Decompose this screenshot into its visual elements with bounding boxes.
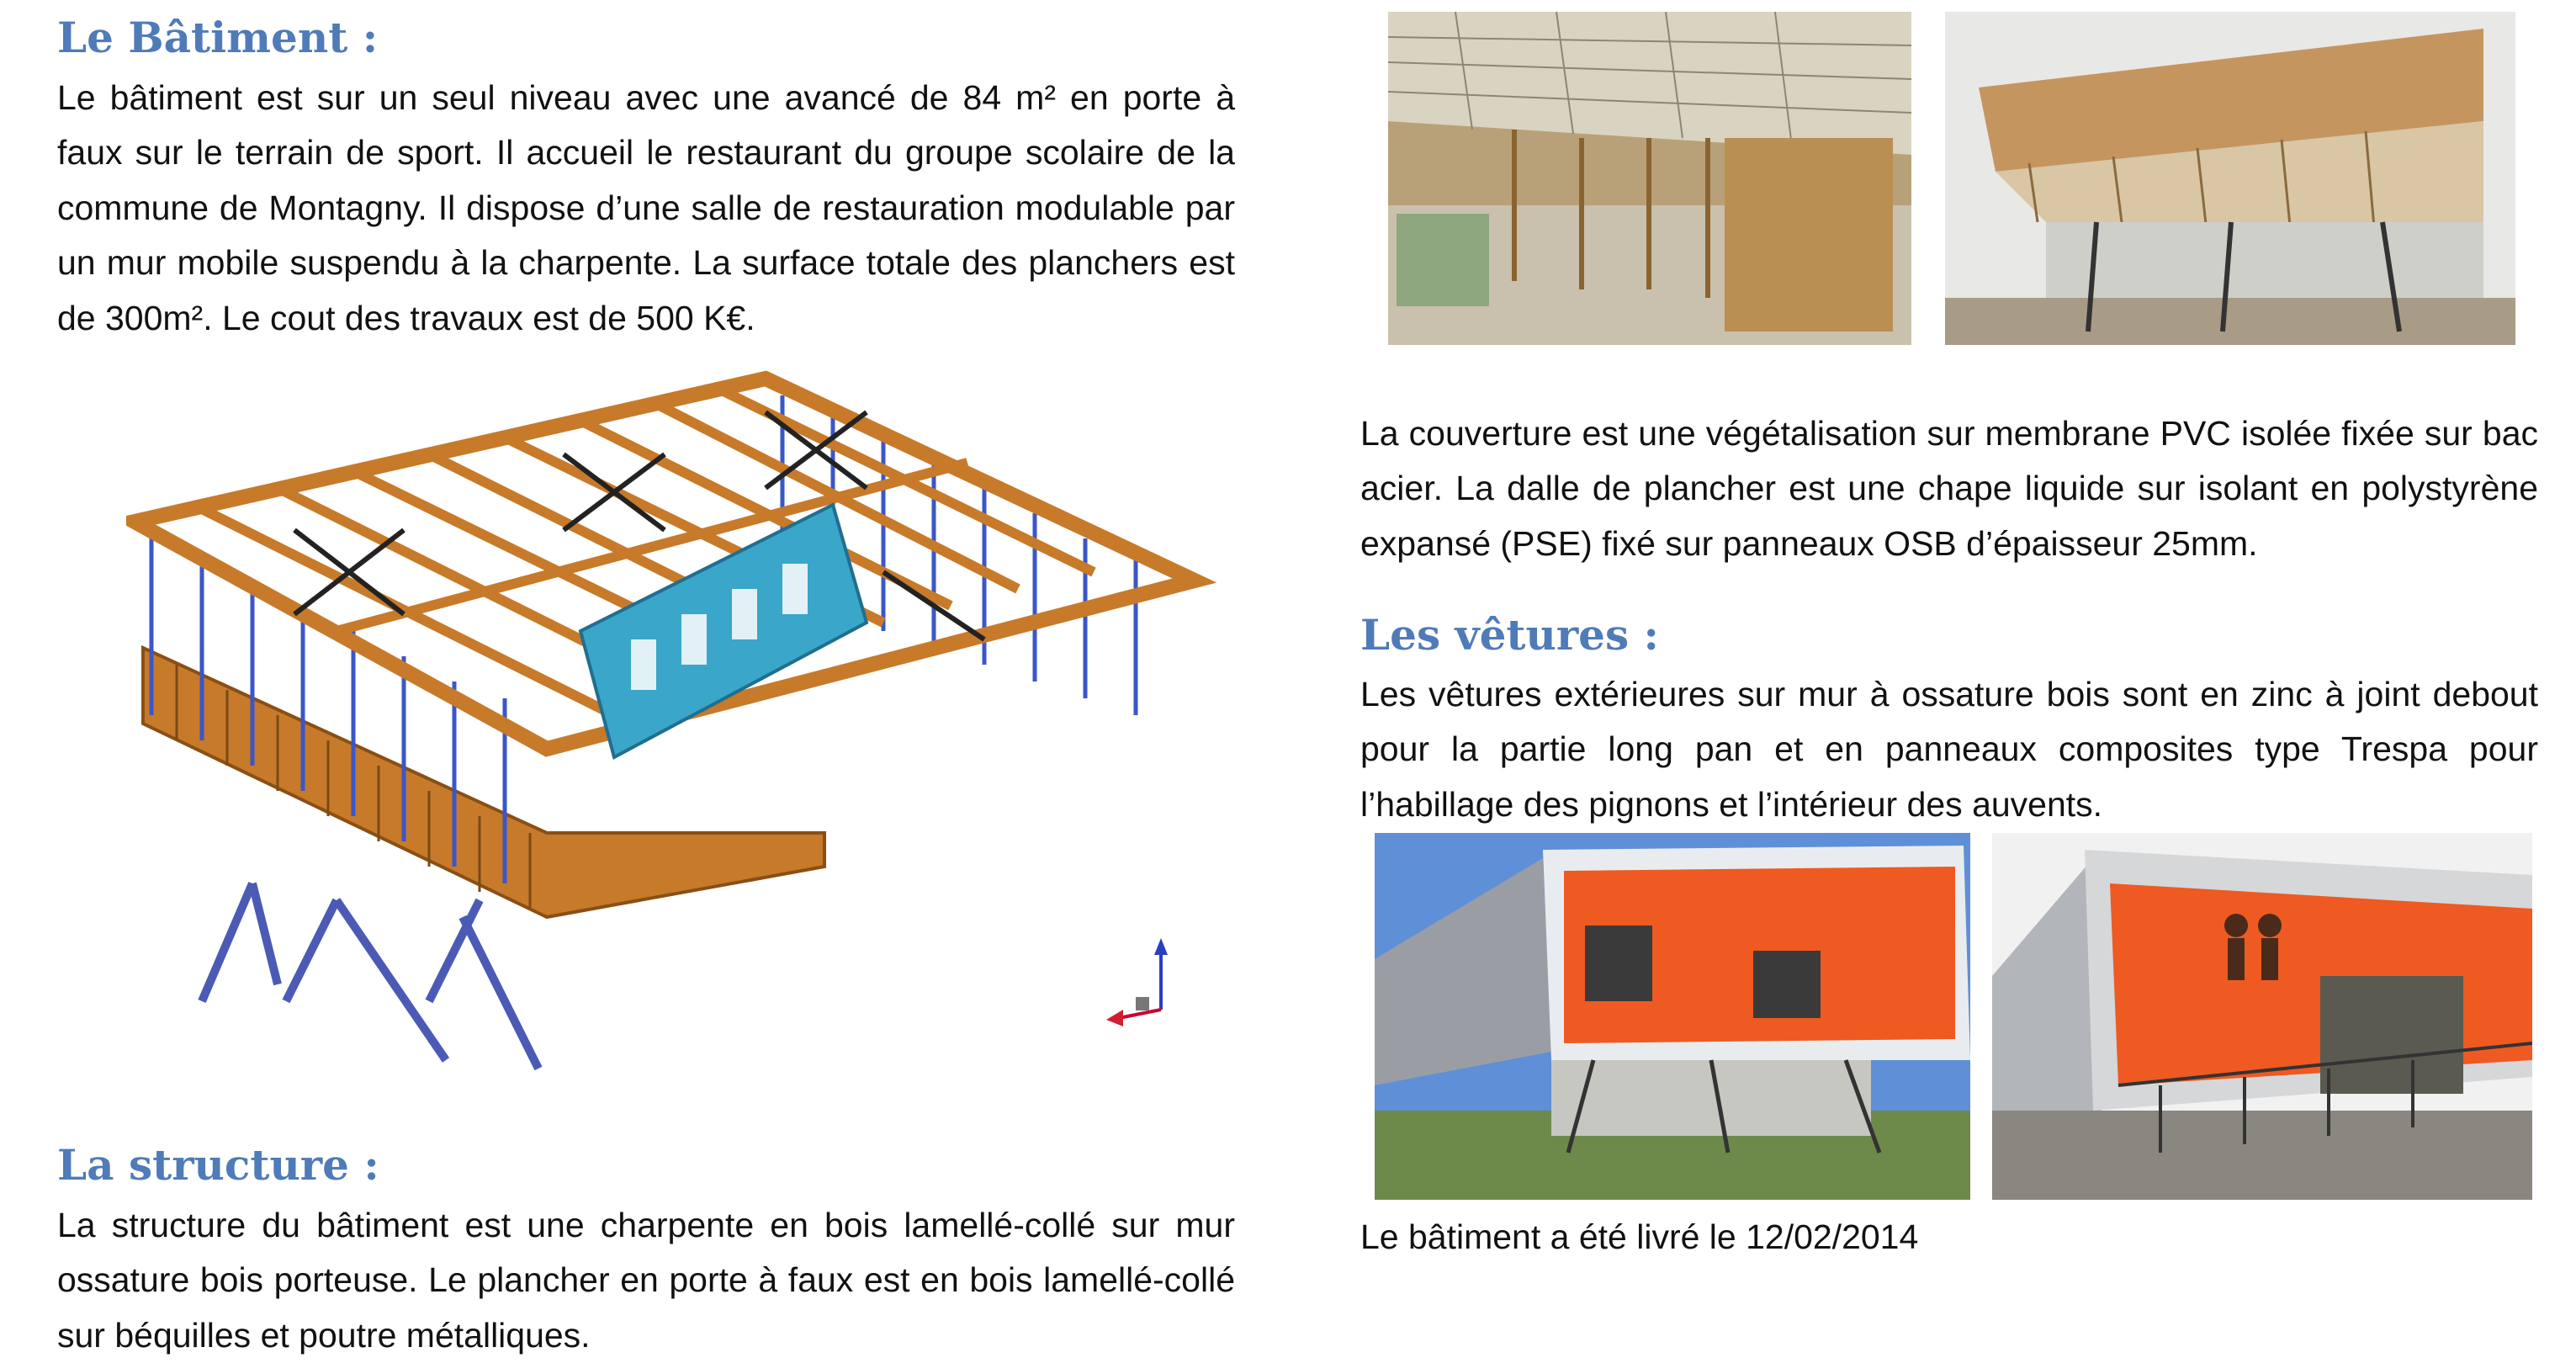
- photo-entrance-pignon: [1992, 833, 2532, 1200]
- text-couverture: La couverture est une végétalisation sur membrane PVC isolée fixée sur bac acier. La dalle de plancher est une chape liquide sur isolant en polystyrène expansé (PSE) fixé sur panneaux OSB d’épaisseur 25mm.: [1360, 414, 2538, 563]
- text-vetures: Les vêtures extérieures sur mur à ossature bois sont en zinc à joint debout pour la partie long pan et en panneaux composites type Trespa pour l’habillage des pignons et l’intérieur des auvents.: [1360, 675, 2538, 824]
- photo-cantilever-underside: [1945, 12, 2515, 345]
- heading-batiment: Le Bâtiment :: [57, 13, 379, 62]
- structure-3d-model-image: [126, 362, 1237, 1085]
- text-structure: La structure du bâtiment est une charpente en bois lamellé-collé sur mur ossature bois porteuse. Le plancher en porte à faux est en bois lamellé-collé sur béquilles et poutre métalliques.: [57, 1206, 1235, 1355]
- heading-vetures: Les vêtures :: [1360, 610, 1660, 660]
- photo-facade-exterior: [1375, 833, 1970, 1200]
- caption-livraison: Le bâtiment a été livré le 12/02/2014: [1360, 1217, 1919, 1256]
- photo-interior-construction: [1388, 12, 1911, 345]
- heading-structure: La structure :: [57, 1140, 379, 1190]
- text-batiment: Le bâtiment est sur un seul niveau avec une avancé de 84 m² en porte à faux sur le terrain de sport. Il accueil le restaurant du groupe scolaire de la commune de Montagny. Il dispose d’une salle de restauration modulable par un mur mobile suspendu à la charpente. La surface totale des planchers est de 300m². Le cout des travaux est de 500 K€.: [57, 78, 1235, 337]
